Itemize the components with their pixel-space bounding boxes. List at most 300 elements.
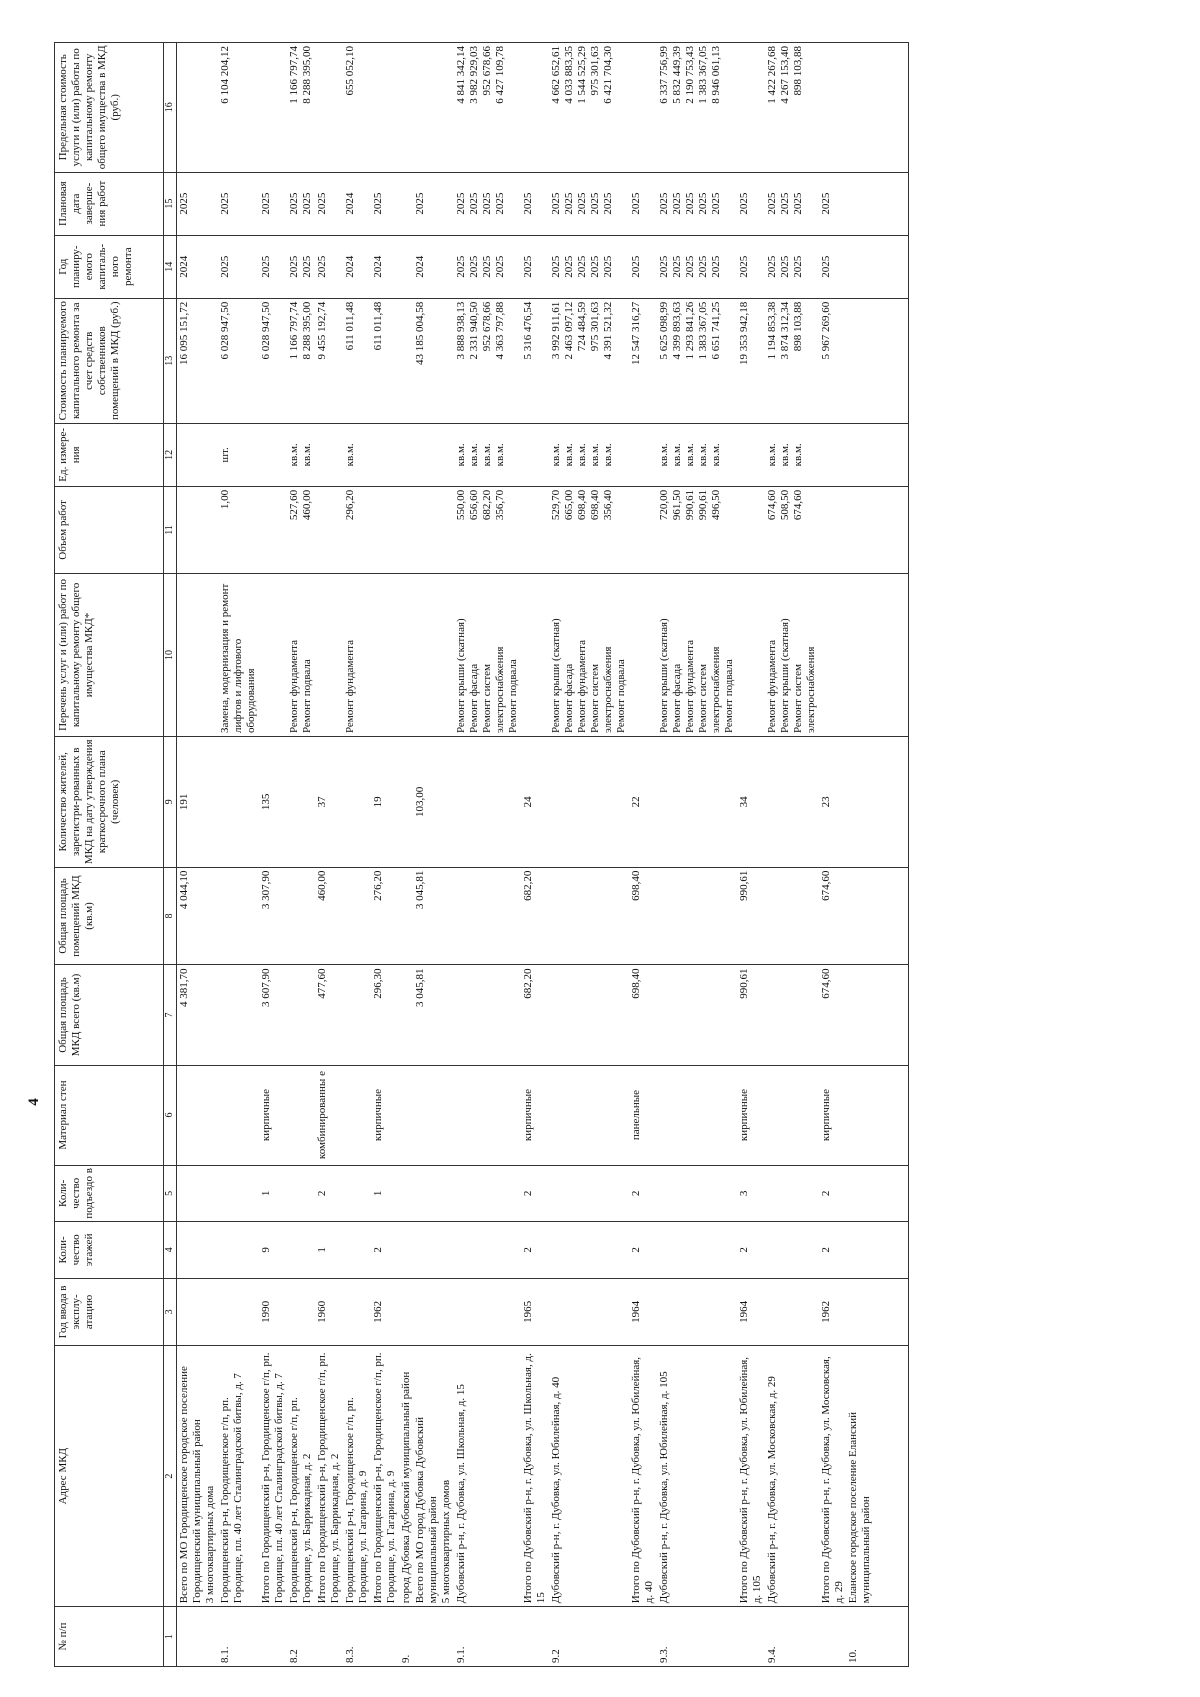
table-cell (737, 573, 765, 736)
column-number: 4 (164, 1222, 177, 1279)
table-cell: 23 (819, 737, 847, 868)
table-cell (549, 965, 629, 1065)
table-cell (521, 423, 549, 486)
table-cell: 2025 (521, 235, 549, 298)
table-cell: кирпичные (259, 1065, 287, 1165)
table-cell: 3 307,90 (259, 867, 287, 965)
table-cell: Ремонт фундамента (343, 573, 371, 736)
table-cell (399, 1278, 414, 1345)
table-cell (413, 1165, 454, 1222)
table-cell: 674,60 (819, 965, 847, 1065)
table-cell (549, 1165, 629, 1222)
table-cell: 2 (737, 1222, 765, 1279)
table-cell (454, 965, 521, 1065)
table-cell: 1962 (819, 1278, 847, 1345)
table-cell: кв.м. кв.м. кв.м. кв.м. (454, 423, 521, 486)
table-cell (218, 965, 259, 1065)
table-cell (454, 867, 521, 965)
table-cell: 3 045,81 (413, 867, 454, 965)
table-cell (657, 965, 737, 1065)
table-cell (454, 1165, 521, 1222)
column-number: 12 (164, 423, 177, 486)
table-cell (315, 1607, 343, 1667)
column-header: № п/п (55, 1607, 164, 1667)
table-cell (315, 486, 343, 573)
column-header: Плановая дата заверше-ния работ (55, 172, 164, 235)
table-cell (259, 1607, 287, 1667)
table-cell: Городищенский р-н, Городищенское г/п, рп. Городище, ул. Гагарина, д. 9 (343, 1346, 371, 1607)
table-cell (765, 1278, 819, 1345)
table-cell (846, 423, 909, 486)
table-cell (454, 1222, 521, 1279)
table-row (371, 43, 399, 1667)
table-cell: 2025 2025 2025 2025 2025 (549, 172, 629, 235)
table-cell (287, 1065, 315, 1165)
table-cell: комбинированны е (315, 1065, 343, 1165)
table-cell: 4 841 342,14 3 982 929,03 952 678,66 6 427 109,78 (454, 43, 521, 173)
table-cell (259, 43, 287, 173)
table-cell: 9 455 192,74 (315, 298, 343, 423)
table-cell: 2025 (629, 235, 657, 298)
table-cell: 2025 (177, 172, 218, 235)
table-cell: 2 (371, 1222, 399, 1279)
table-cell: 550,00 656,60 682,20 356,70 (454, 486, 521, 573)
table-cell: кирпичные (371, 1065, 399, 1165)
table-cell (218, 867, 259, 965)
table-row (737, 43, 765, 1667)
table-cell (413, 486, 454, 573)
table-cell: Всего по МО Городищенское городское поселение Городищенский муниципальный район 3 многоквартирных дома (177, 1346, 218, 1607)
table-cell: Всего по МО город Дубовка Дубовский муниципальный район 5 многоквартирных домов (413, 1346, 454, 1607)
table-cell (846, 1222, 909, 1279)
table-cell: кирпичные (819, 1065, 847, 1165)
column-header: Коли-чество подъездо в (55, 1165, 164, 1222)
table-cell (399, 1222, 414, 1279)
repair-plan-table (54, 42, 909, 1667)
table-cell: 2025 (259, 172, 287, 235)
table-cell: 698,40 (629, 867, 657, 965)
table-cell (521, 486, 549, 573)
table-cell: 1964 (629, 1278, 657, 1345)
table-cell: Ремонт фундамента Ремонт подвала (287, 573, 315, 736)
table-cell: 477,60 (315, 965, 343, 1065)
table-cell (371, 573, 399, 736)
table-cell (177, 1065, 218, 1165)
table-cell (846, 573, 909, 736)
table-cell: Итого по Дубовский р-н, г. Дубовка, ул. Юбилейная, д. 40 (629, 1346, 657, 1607)
table-row (287, 43, 315, 1667)
table-row (549, 43, 629, 1667)
table-cell: 8.3. (343, 1607, 371, 1667)
table-cell: Замена, модернизация и ремонт лифтов и лифтового оборудования (218, 573, 259, 736)
table-cell (765, 867, 819, 965)
table-cell (371, 1607, 399, 1667)
table-cell (629, 43, 657, 173)
table-cell: 2025 (737, 235, 765, 298)
table-cell: 2024 (413, 235, 454, 298)
table-row (819, 43, 847, 1667)
table-cell: 296,20 (343, 486, 371, 573)
table-cell: 2025 (737, 172, 765, 235)
column-number: 16 (164, 43, 177, 173)
table-cell (399, 1165, 414, 1222)
column-header: Предельная стоимость услуги и (или) работы по капитальному ремонту общего имущества в МКД (руб.) (55, 43, 164, 173)
table-cell (846, 43, 909, 173)
table-cell (765, 1065, 819, 1165)
table-row (177, 43, 218, 1667)
table-cell: кв.м. кв.м. кв.м. кв.м. кв.м. (657, 423, 737, 486)
table-cell: 674,60 (819, 867, 847, 965)
table-cell: 9 (259, 1222, 287, 1279)
table-cell: 990,61 (737, 965, 765, 1065)
table-cell (343, 1165, 371, 1222)
table-cell: 1964 (737, 1278, 765, 1345)
table-cell: 276,20 (371, 867, 399, 965)
table-cell (413, 1065, 454, 1165)
table-cell: 6 104 204,12 (218, 43, 259, 173)
table-row (343, 43, 371, 1667)
table-cell: 2025 2025 2025 2025 2025 (657, 172, 737, 235)
table-row (218, 43, 259, 1667)
table-cell (737, 1607, 765, 1667)
table-cell (629, 573, 657, 736)
table-cell (657, 737, 737, 868)
table-cell: 1 (371, 1165, 399, 1222)
table-cell: 2025 (819, 172, 847, 235)
table-row (657, 43, 737, 1667)
column-number: 1 (164, 1607, 177, 1667)
table-cell: 3 (737, 1165, 765, 1222)
table-cell (177, 1607, 218, 1667)
table-cell (399, 235, 414, 298)
table-cell: Итого по Городищенский р-н, Городищенское г/п, рп. Городище, ул. Гагарина, д. 9 (371, 1346, 399, 1607)
table-cell: 1 (315, 1222, 343, 1279)
table-row (765, 43, 819, 1667)
table-cell: кирпичные (737, 1065, 765, 1165)
table-cell: 2 (819, 1165, 847, 1222)
table-cell: 103,00 (413, 737, 454, 868)
column-number: 14 (164, 235, 177, 298)
table-cell: Ремонт крыши (скатная) Ремонт фасада Ремонт систем электроснабжения Ремонт подвала (454, 573, 521, 736)
column-header: Общая площадь помещений МКД (кв.м) (55, 867, 164, 965)
table-cell (399, 867, 414, 965)
table-cell: кв.м. кв.м. кв.м. кв.м. кв.м. (549, 423, 629, 486)
table-cell (371, 43, 399, 173)
table-cell (765, 737, 819, 868)
table-cell (846, 486, 909, 573)
column-header: Ед. измере-ния (55, 423, 164, 486)
table-cell (177, 43, 218, 173)
table-cell: 655 052,10 (343, 43, 371, 173)
table-cell: 2025 (218, 172, 259, 235)
table-cell (399, 737, 414, 868)
table-cell: 3 992 911,61 2 463 097,12 724 484,59 975 301,63 4 391 521,32 (549, 298, 629, 423)
table-cell: 611 011,48 (343, 298, 371, 423)
table-cell (399, 965, 414, 1065)
table-cell: 2024 (343, 235, 371, 298)
table-cell: 2025 2025 (287, 235, 315, 298)
table-cell (846, 737, 909, 868)
table-cell: Дубовский р-н, г. Дубовка, ул. Юбилейная, д. 105 (657, 1346, 737, 1607)
table-cell: 3 045,81 (413, 965, 454, 1065)
table-cell (846, 298, 909, 423)
table-cell (399, 1065, 414, 1165)
table-cell (657, 1065, 737, 1165)
table-cell (343, 867, 371, 965)
table-cell (399, 486, 414, 573)
table-cell (819, 423, 847, 486)
table-cell (315, 43, 343, 173)
column-number: 7 (164, 965, 177, 1065)
table-cell: 5 316 476,54 (521, 298, 549, 423)
table-cell (177, 423, 218, 486)
table-cell: 682,20 (521, 867, 549, 965)
table-cell: 296,30 (371, 965, 399, 1065)
table-cell: 1965 (521, 1278, 549, 1345)
column-number: 11 (164, 486, 177, 573)
table-row (846, 43, 909, 1667)
table-cell: Ремонт крыши (скатная) Ремонт фасада Ремонт фундамента Ремонт систем электроснабжения Ремонт подвала (657, 573, 737, 736)
table-cell: 674,60 508,50 674,60 (765, 486, 819, 573)
table-cell: 43 185 004,58 (413, 298, 454, 423)
column-header: Стоимость планируемого капитального ремонта за счет средств собственников помещений в МКД (руб.) (55, 298, 164, 423)
table-cell (287, 1278, 315, 1345)
table-cell (521, 43, 549, 173)
table-row (521, 43, 549, 1667)
table-cell: 698,40 (629, 965, 657, 1065)
table-cell: Дубовский р-н, г. Дубовка, ул. Школьная, д. 15 (454, 1346, 521, 1607)
table-cell: 135 (259, 737, 287, 868)
table-cell (218, 1278, 259, 1345)
table-cell: 2024 (177, 235, 218, 298)
table-cell (259, 486, 287, 573)
table-cell: 9. (399, 1607, 414, 1667)
table-cell: 19 353 942,18 (737, 298, 765, 423)
table-cell (657, 1278, 737, 1345)
column-number: 10 (164, 573, 177, 736)
table-cell (737, 486, 765, 573)
table-cell (657, 867, 737, 965)
table-cell (343, 737, 371, 868)
table-cell: Итого по Дубовский р-н, г. Дубовка, ул. Московская, д. 29 (819, 1346, 847, 1607)
table-cell: 2 (521, 1222, 549, 1279)
table-cell: 2025 (413, 172, 454, 235)
table-cell: 2025 2025 2025 2025 (454, 235, 521, 298)
table-cell (177, 1165, 218, 1222)
table-cell (521, 573, 549, 736)
table-cell (549, 1065, 629, 1165)
column-number: 3 (164, 1278, 177, 1345)
table-cell: Ремонт фундамента Ремонт крыши (скатная) Ремонт систем электроснабжения (765, 573, 819, 736)
table-cell (371, 423, 399, 486)
column-header: Перечень услуг и (или) работ по капитальному ремонту общего имущества МКД* (55, 573, 164, 736)
table-cell (177, 573, 218, 736)
table-cell (846, 1278, 909, 1345)
table-cell: Дубовский р-н, г. Дубовка, ул. Юбилейная, д. 40 (549, 1346, 629, 1607)
table-cell (819, 1607, 847, 1667)
table-cell: Городищенский р-н, Городищенское г/п, рп. Городище, ул. Баррикадная, д. 2 (287, 1346, 315, 1607)
table-cell (413, 1278, 454, 1345)
table-cell: 2025 (315, 235, 343, 298)
table-cell: Городищенский р-н, Городищенское г/п, рп. Городище, пл. 40 лет Сталинградской битвы, д. 7 (218, 1346, 259, 1607)
table-cell: 2 (629, 1222, 657, 1279)
table-cell (549, 737, 629, 868)
table-cell (819, 486, 847, 573)
table-cell: 5 625 098,99 4 399 893,63 1 293 841,26 1 383 367,05 6 651 741,25 (657, 298, 737, 423)
table-cell: 8.1. (218, 1607, 259, 1667)
table-cell (413, 1222, 454, 1279)
table-cell: 1,00 (218, 486, 259, 573)
table-cell: город Дубовка Дубовский муниципальный район (399, 1346, 414, 1607)
table-cell (287, 867, 315, 965)
table-cell (259, 423, 287, 486)
column-header: Коли-чество этажей (55, 1222, 164, 1279)
table-cell (343, 1222, 371, 1279)
table-cell: 2025 (629, 172, 657, 235)
table-cell (343, 965, 371, 1065)
table-cell (218, 1222, 259, 1279)
table-cell: панельные (629, 1065, 657, 1165)
column-number: 13 (164, 298, 177, 423)
table-cell (657, 1165, 737, 1222)
table-cell (846, 1065, 909, 1165)
table-cell (218, 1065, 259, 1165)
table-cell (629, 423, 657, 486)
table-cell: 2 (315, 1165, 343, 1222)
table-cell: 682,20 (521, 965, 549, 1065)
table-cell: 6 028 947,50 (259, 298, 287, 423)
table-cell: 16 095 151,72 (177, 298, 218, 423)
column-number: 2 (164, 1346, 177, 1607)
table-cell (399, 423, 414, 486)
table-cell: кв.м. кв.м. кв.м. (765, 423, 819, 486)
table-body (177, 43, 909, 1667)
table-cell (259, 573, 287, 736)
table-cell: 4 381,70 (177, 965, 218, 1065)
table-cell: кв.м. (343, 423, 371, 486)
table-cell: 12 547 316,27 (629, 298, 657, 423)
table-cell: 2025 (819, 235, 847, 298)
table-cell: 1 166 797,74 8 288 395,00 (287, 43, 315, 173)
table-cell (218, 1165, 259, 1222)
table-cell (177, 486, 218, 573)
table-cell (765, 1165, 819, 1222)
table-cell: 1990 (259, 1278, 287, 1345)
rotated-table-container (26, 42, 1170, 1667)
table-cell: 22 (629, 737, 657, 868)
table-cell: 6 028 947,50 (218, 298, 259, 423)
table-cell: 1 194 853,38 3 874 312,34 898 103,88 (765, 298, 819, 423)
table-cell (399, 43, 414, 173)
column-header: Год планиру-емого капиталь-ного ремонта (55, 235, 164, 298)
table-cell (287, 1222, 315, 1279)
table-cell: 2 (819, 1222, 847, 1279)
table-cell: 2025 (371, 172, 399, 235)
table-cell (413, 1607, 454, 1667)
column-number: 8 (164, 867, 177, 965)
table-cell: 37 (315, 737, 343, 868)
table-cell (454, 1278, 521, 1345)
table-cell (549, 1222, 629, 1279)
table-cell: 2025 2025 (287, 172, 315, 235)
table-cell: 529,70 665,00 698,40 698,40 356,40 (549, 486, 629, 573)
table-cell: 2025 (315, 172, 343, 235)
table-cell: 2024 (371, 235, 399, 298)
table-cell: 9.2 (549, 1607, 629, 1667)
table-cell (629, 486, 657, 573)
table-cell: 460,00 (315, 867, 343, 965)
table-cell (629, 1607, 657, 1667)
table-cell: 2 (521, 1165, 549, 1222)
table-cell: 6 337 756,99 5 832 449,39 2 190 753,43 1 383 367,05 8 946 061,13 (657, 43, 737, 173)
table-cell (765, 1222, 819, 1279)
table-row (454, 43, 521, 1667)
table-cell: 2024 (343, 172, 371, 235)
table-cell (287, 737, 315, 868)
table-cell (846, 867, 909, 965)
table-cell (315, 573, 343, 736)
table-cell: 10. (846, 1607, 909, 1667)
table-cell (343, 1278, 371, 1345)
table-cell: 3 607,90 (259, 965, 287, 1065)
table-cell: 2025 (521, 172, 549, 235)
table-cell (287, 1165, 315, 1222)
table-cell: 4 662 652,61 4 033 883,35 1 544 525,29 975 301,63 6 421 704,30 (549, 43, 629, 173)
table-cell (819, 43, 847, 173)
table-cell (399, 172, 414, 235)
table-cell: 2025 (218, 235, 259, 298)
table-cell (846, 172, 909, 235)
table-cell (454, 1065, 521, 1165)
column-header: Год ввода в эксплу-атацию (55, 1278, 164, 1345)
table-cell (218, 737, 259, 868)
table-cell: 3 888 938,13 2 331 940,50 952 678,66 4 363 797,88 (454, 298, 521, 423)
table-cell: Ремонт крыши (скатная) Ремонт фасада Ремонт фундамента Ремонт систем электроснабжения Ремонт подвала (549, 573, 629, 736)
table-row (413, 43, 454, 1667)
column-header: Общая площадь МКД всего (кв.м) (55, 965, 164, 1065)
column-header: Адрес МКД (55, 1346, 164, 1607)
table-cell (413, 423, 454, 486)
column-header: Материал стен (55, 1065, 164, 1165)
table-cell (399, 298, 414, 423)
table-cell: 9.1. (454, 1607, 521, 1667)
table-cell (549, 1278, 629, 1345)
table-cell (399, 573, 414, 736)
table-cell (657, 1222, 737, 1279)
table-cell: 9.3. (657, 1607, 737, 1667)
table-cell: 5 967 269,60 (819, 298, 847, 423)
table-cell: 8.2 (287, 1607, 315, 1667)
column-number: 5 (164, 1165, 177, 1222)
table-cell: 1960 (315, 1278, 343, 1345)
table-cell: Дубовский р-н, г. Дубовка, ул. Московская, д. 29 (765, 1346, 819, 1607)
table-cell: 2025 2025 2025 (765, 235, 819, 298)
table-cell (343, 1065, 371, 1165)
table-cell: 191 (177, 737, 218, 868)
table-cell: кирпичные (521, 1065, 549, 1165)
table-cell: Еланское городское поселение Еланский муниципальный район (846, 1346, 909, 1607)
table-cell: 9.4. (765, 1607, 819, 1667)
table-cell: 2 (629, 1165, 657, 1222)
table-cell: 2025 (259, 235, 287, 298)
table-cell: 2025 2025 2025 2025 (454, 172, 521, 235)
table-row (315, 43, 343, 1667)
table-cell: 1 422 267,68 4 267 153,40 898 103,88 (765, 43, 819, 173)
column-number: 9 (164, 737, 177, 868)
column-number: 15 (164, 172, 177, 235)
table-row (629, 43, 657, 1667)
column-header: Количество жителей, зарегистри-рованных в МКД на дату утверждения краткосрочного плана (человек) (55, 737, 164, 868)
